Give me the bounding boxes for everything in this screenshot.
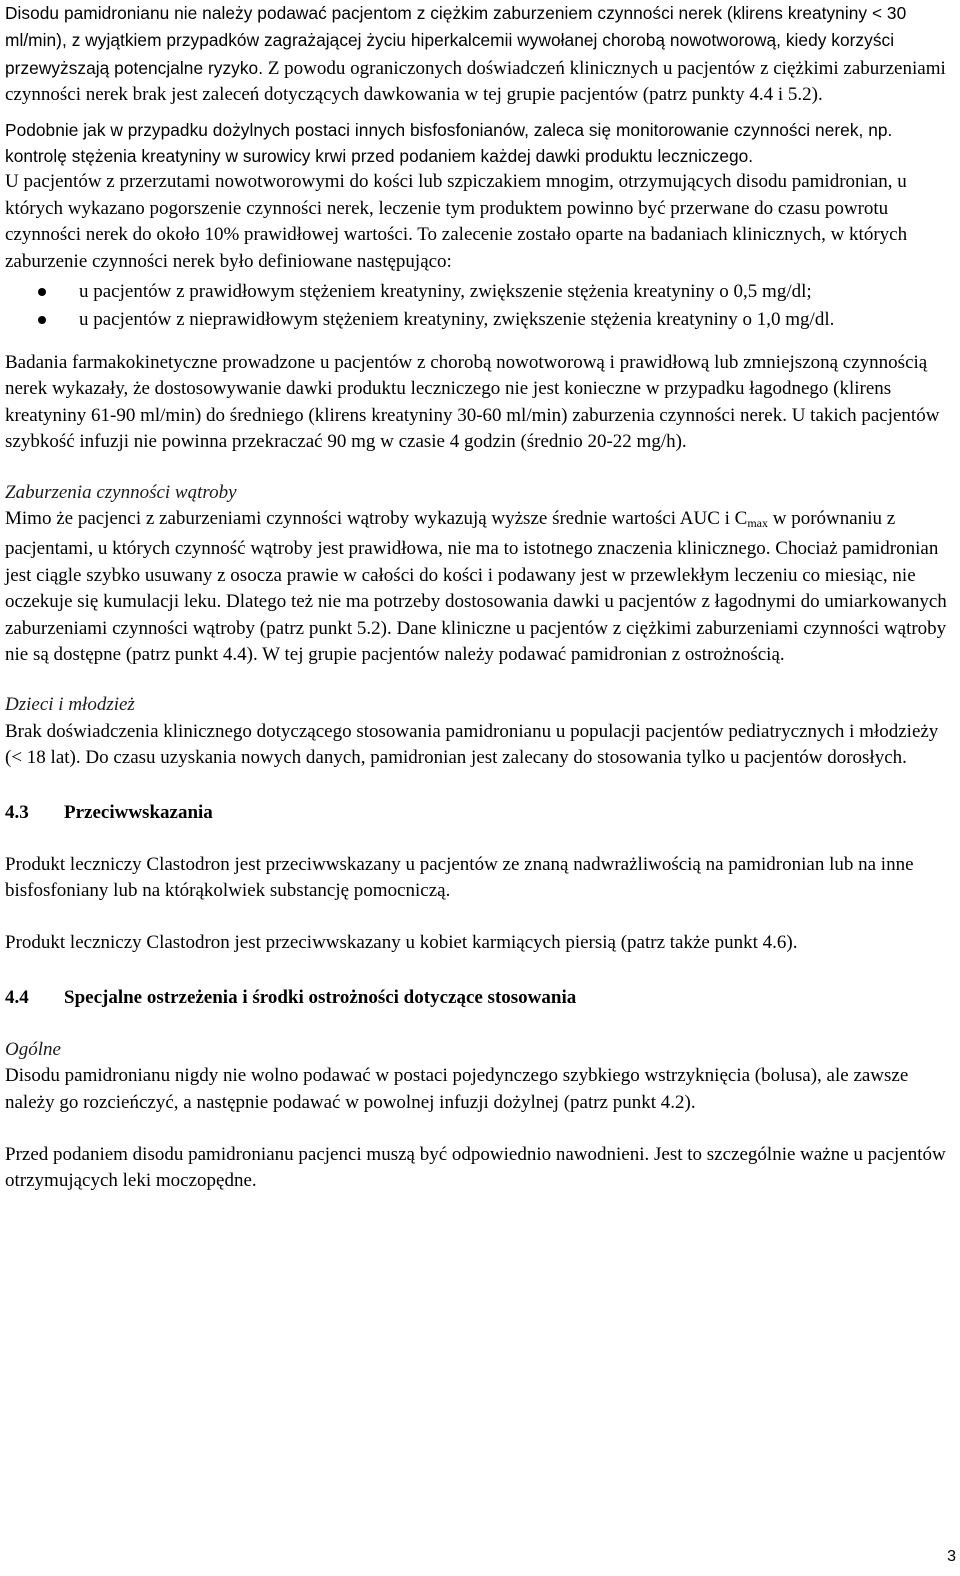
cmax-subscript: max [747, 515, 768, 530]
bullet-icon [38, 288, 46, 296]
list-item [5, 279, 955, 305]
renal-monitoring-paragraph: Podobnie jak w przypadku dożylnych postaci innych bisfosfonianów, zaleca się monitorowanie czynności nerek, np. kontrolę stężenia kreatyniny w surowicy krwi przed podaniem każdej dawki produktu leczniczego. [5, 119, 893, 167]
section-title: Przeciwwskazania [64, 801, 213, 823]
children-subheading: Dzieci i młodzież [5, 694, 135, 716]
contraindications-paragraph-2: Produkt leczniczy Clastodron jest przeciwwskazany u kobiet karmiących piersią (patrz także punkt 4.6). [5, 932, 798, 954]
document-page [5, 0, 955, 1195]
creatinine-criteria-list [5, 279, 955, 334]
liver-text-before-subscript: Mimo że pacjenci z zaburzeniami czynności wątroby wykazują wyższe średnie wartości AUC i C [5, 507, 748, 529]
warnings-paragraph-2: Przed podaniem disodu pamidronianu pacjenci muszą być odpowiednio nawodnieni. Jest to szczególnie ważne u pacjentów otrzymujących leki moczopędne. [5, 1144, 946, 1192]
renal-dosing-sans-text: Disodu pamidronianu nie należy podawać pacjentom z ciężkim zaburzeniem czynności nerek (klirens kreatyniny < 30 ml/min), z wyjątkiem przypadków zagrażającej życiu hiperkalcemii wywołanej chorobą nowotworową, kiedy korzyści przewyższają potencjalne ryzyko. [5, 3, 907, 78]
liver-paragraph [5, 506, 955, 668]
section-number: 4.4 [5, 986, 29, 1008]
section-title: Specjalne ostrzeżenia i środki ostrożności dotyczące stosowania [64, 986, 577, 1008]
section-4-4-heading [5, 985, 955, 1011]
contraindications-paragraph-1: Produkt leczniczy Clastodron jest przeciwwskazany u pacjentów ze znaną nadwrażliwością na pamidronian lub na inne bisfosfoniany lub na którąkolwiek substancję pomocniczą. [5, 853, 914, 901]
renal-dosing-paragraph [5, 0, 955, 109]
list-item-text: u pacjentów z prawidłowym stężeniem kreatyniny, zwiększenie stężenia kreatyniny o 0,5 mg/dl; [79, 281, 812, 303]
list-item-text: u pacjentów z nieprawidłowym stężeniem kreatyniny, zwiększenie stężenia kreatyniny o 1,0 mg/dl. [79, 309, 835, 331]
page-number: 3 [947, 1548, 956, 1565]
section-number: 4.3 [5, 801, 29, 823]
pharmacokinetics-paragraph: Badania farmakokinetyczne prowadzone u pacjentów z chorobą nowotworową i prawidłową lub zmniejszoną czynnością nerek wykazały, że dostosowywanie dawki produktu leczniczego nie jest konieczne w przypadku łagodnego (klirens kreatyniny 61-90 ml/min) do średniego (klirens kreatyniny 30-60 ml/min) zaburzenia czynności nerek. U takich pacjentów szybkość infuzji nie powinna przekraczać 90 mg w czasie 4 godzin (średnio 20-22 mg/h). [5, 351, 940, 453]
bullet-icon [38, 316, 46, 324]
section-4-3-heading [5, 800, 955, 826]
renal-dosing-serif-text: Z powodu ograniczonych doświadczeń klinicznych u pacjentów z ciężkimi zaburzeniami czynności nerek brak jest zaleceń dotyczących dawkowania w tej grupie pacjentów (patrz punkty 4.4 i 5.2). [5, 57, 946, 106]
warnings-paragraph-1: Disodu pamidronianu nigdy nie wolno podawać w postaci pojedynczego szybkiego wstrzyknięcia (bolusa), ale zawsze należy go rozcieńczyć, a następnie podawać w powolnej infuzji dożylnej (patrz punkt 4.2). [5, 1065, 909, 1113]
liver-subheading: Zaburzenia czynności wątroby [5, 481, 237, 503]
general-subheading: Ogólne [5, 1038, 61, 1060]
renal-deterioration-paragraph: U pacjentów z przerzutami nowotworowymi do kości lub szpiczakiem mnogim, otrzymujących disodu pamidronian, u których wykazano pogorszenie czynności nerek, leczenie tym produktem powinno być przerwane do czasu powrotu czynności nerek do około 10% prawidłowej wartości. To zalecenie zostało oparte na badaniach klinicznych, w których zaburzenie czynności nerek było definiowane następująco: [5, 171, 908, 272]
liver-text-after-subscript: w porównaniu z pacjentami, u których czynność wątroby jest prawidłowa, nie ma to istotnego znaczenia klinicznego. Chociaż pamidronian jest ciągle szybko usuwany z osocza prawie w całości do kości i podawany jest w przewlekłym leczeniu co miesiąc, nie oczekuje się kumulacji leku. Dlatego też nie ma potrzeby dostosowania dawki u pacjentów z łagodnymi do umiarkowanych zaburzeniami czynności wątroby (patrz punkt 5.2). Dane kliniczne u pacjentów z ciężkimi zaburzeniami czynności wątroby nie są dostępne (patrz punkt 4.4). W tej grupie pacjentów należy podawać pamidronian z ostrożnością. [5, 507, 947, 665]
list-item [5, 307, 955, 333]
children-paragraph: Brak doświadczenia klinicznego dotyczącego stosowania pamidronianu u populacji pacjentów pediatrycznych i młodzieży (< 18 lat). Do czasu uzyskania nowych danych, pamidronian jest zalecany do stosowania tylko u pacjentów dorosłych. [5, 720, 939, 769]
